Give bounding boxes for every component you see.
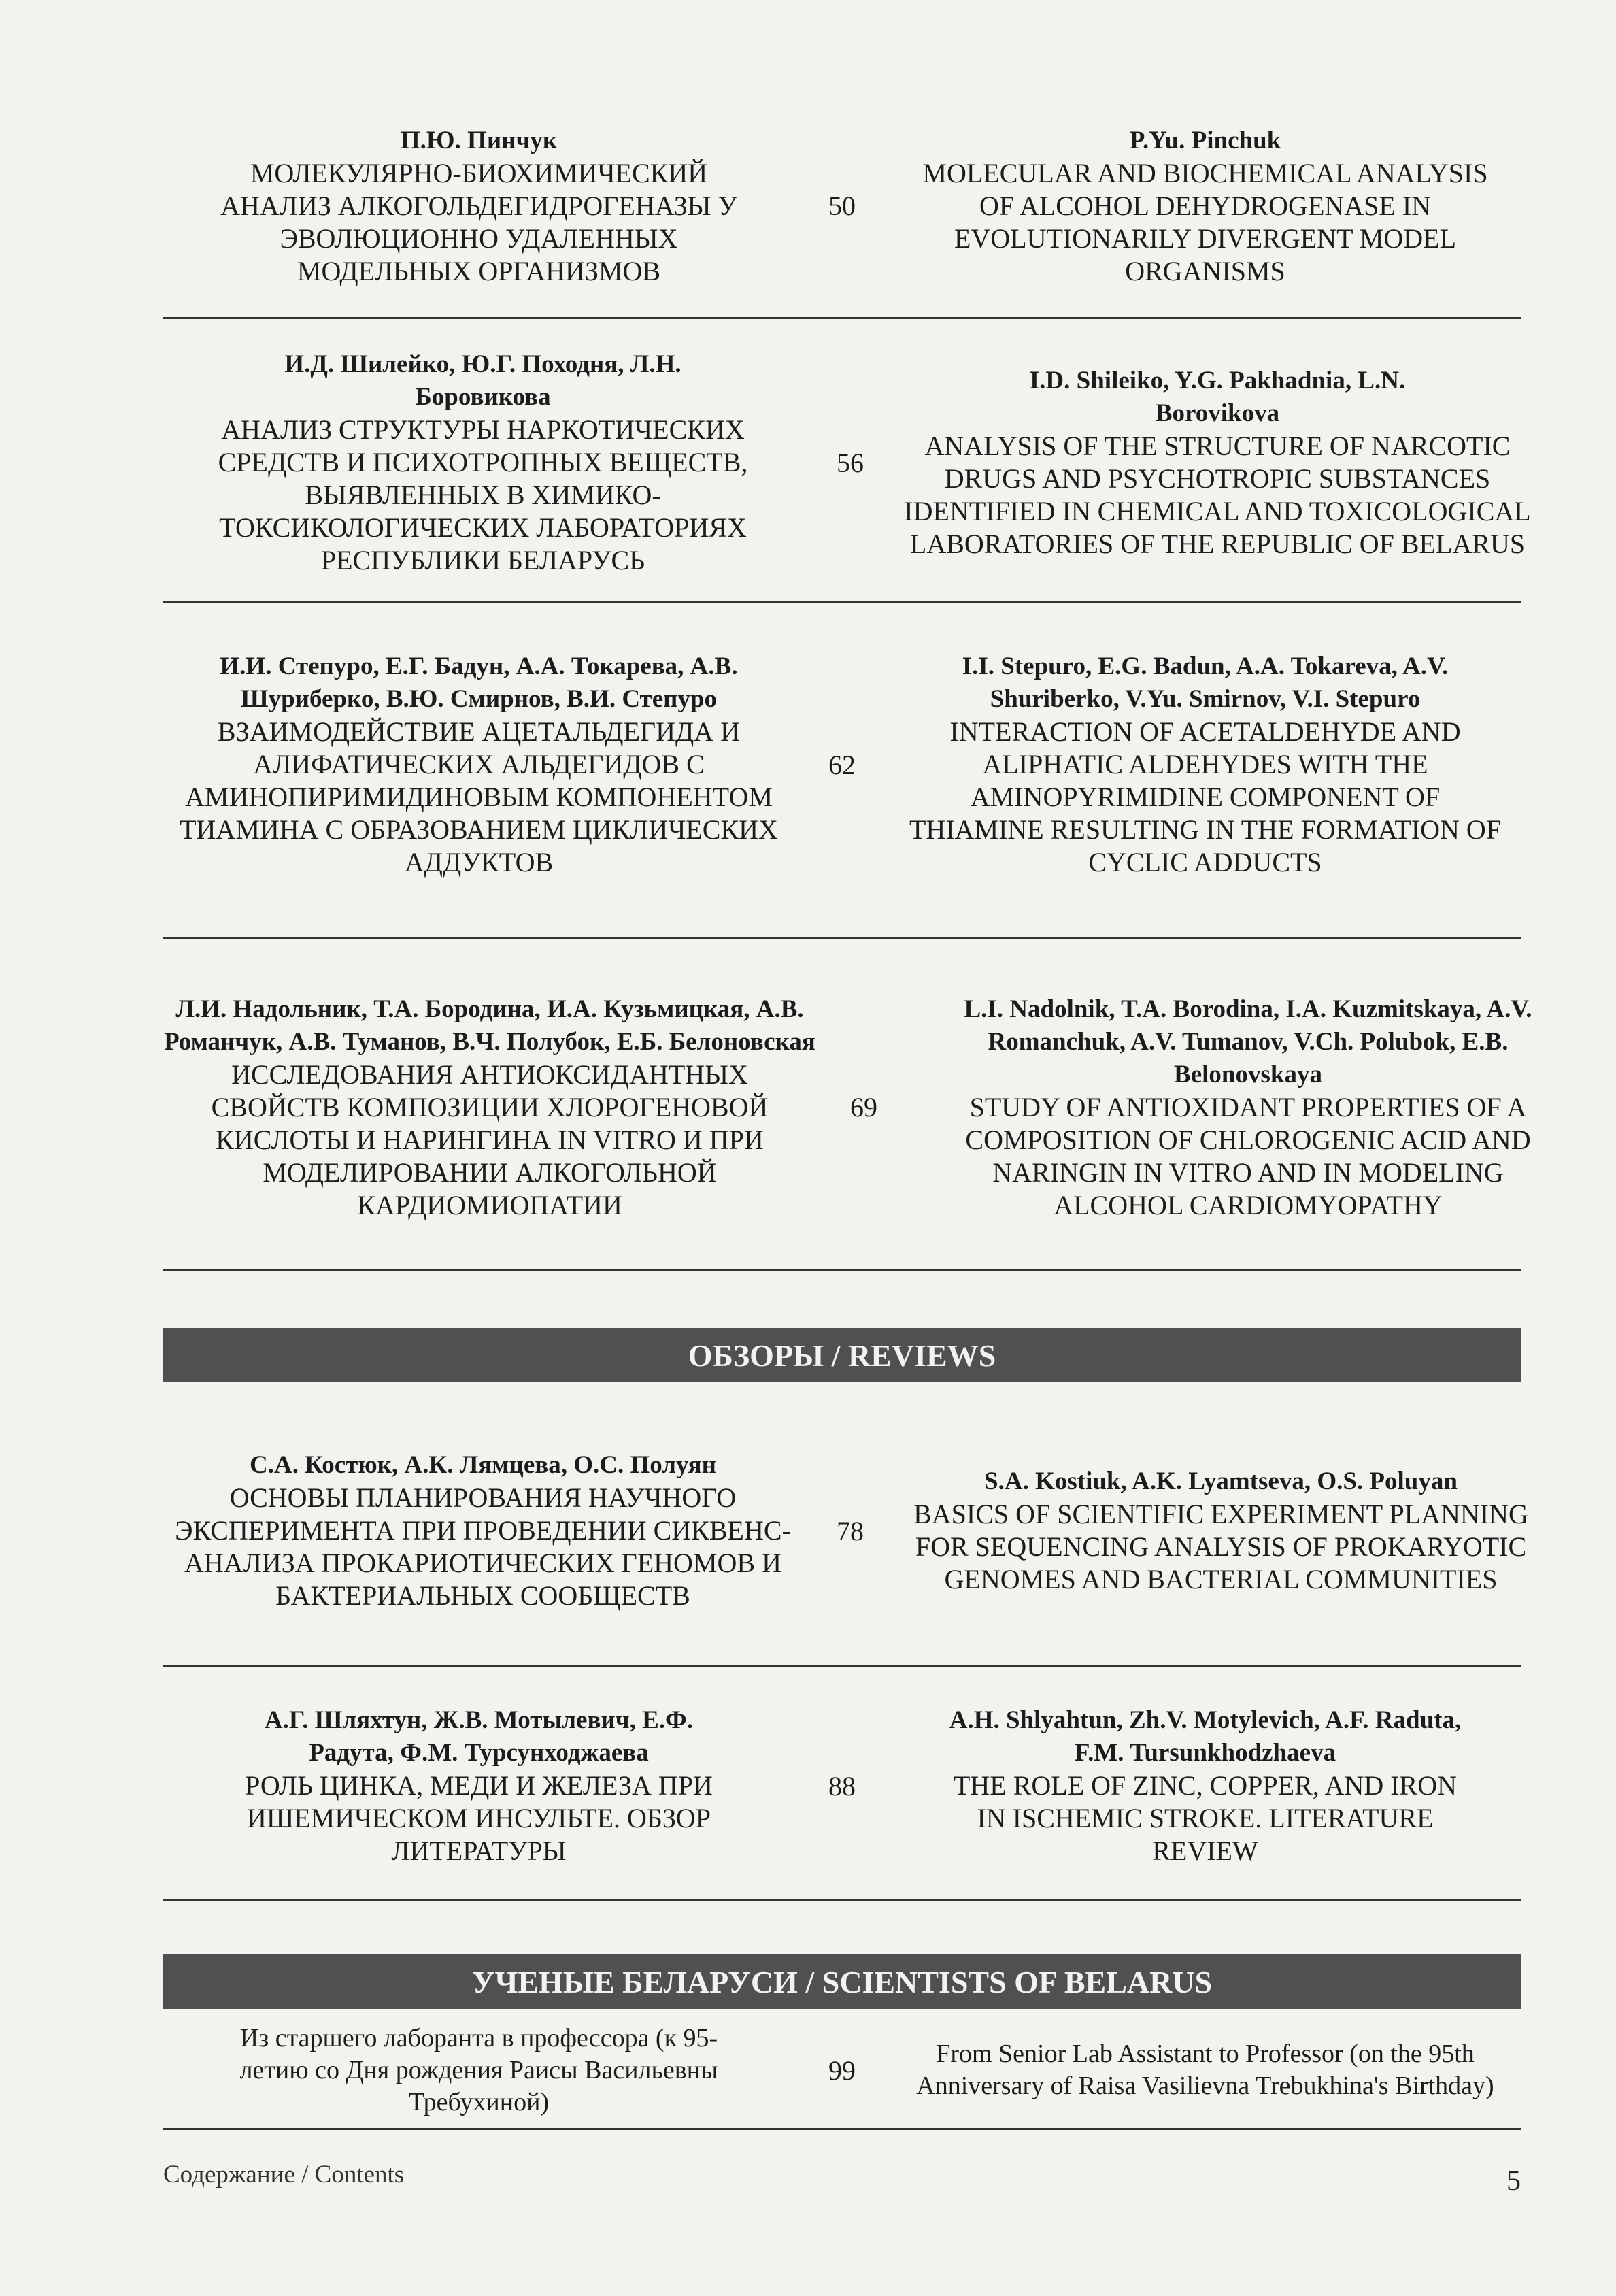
entry-page-number: 99 [828, 2054, 856, 2086]
section-header-scientists: УЧЕНЫЕ БЕЛАРУСИ / SCIENTISTS OF BELARUS [163, 1954, 1521, 2009]
entry-en-authors: A.H. Shlyahtun, Zh.V. Motylevich, A.F. Raduta, F.M. Tursunkhodzhaeva [949, 1706, 1462, 1767]
entry-en-authors: I.D. Shileiko, Y.G. Pakhadnia, L.N. Borovikova [1029, 367, 1406, 427]
toc-entry-kostiuk[interactable] [163, 1422, 1528, 1640]
entry-en [883, 2038, 1521, 2102]
entry-en-title: BASICS OF SCIENTIFIC EXPERIMENT PLANNING FOR SEQUENCING ANALYSIS OF PROKARYOTIC GENOMES AND BACTERIAL COMMUNITIES [913, 1499, 1528, 1595]
entry-page-number: 50 [828, 190, 856, 221]
divider [163, 601, 1521, 603]
footer-section-label: Содержание / Contents [163, 2161, 405, 2189]
toc-entry-stepuro[interactable] [163, 615, 1521, 914]
entry-ru [163, 1704, 801, 1867]
divider [163, 1665, 1521, 1667]
toc-entry-nadolnik[interactable] [163, 952, 1532, 1262]
entry-en-authors: S.A. Kostiuk, A.K. Lyamtseva, O.S. Poluyan [984, 1467, 1458, 1495]
entry-ru [163, 348, 809, 577]
entry-ru-authors: П.Ю. Пинчук [400, 126, 558, 154]
entry-page-number: 62 [828, 749, 856, 780]
divider [163, 317, 1521, 319]
entry-en-authors: I.I. Stepuro, E.G. Badun, A.A. Tokareva, A.V. Shuriberko, V.Yu. Smirnov, V.I. Stepuro [962, 652, 1449, 713]
entry-page-number: 56 [837, 447, 864, 478]
toc-entry-shileiko[interactable] [163, 340, 1531, 585]
entry-page-number: 69 [850, 1092, 877, 1122]
divider [163, 1269, 1521, 1271]
entry-ru-title: Из старшего лаборанта в профессора (к 95-летию со Дня рождения Раисы Васильевны Требухиной) [239, 2023, 718, 2116]
entry-ru-authors: И.И. Степуро, Е.Г. Бадун, А.А. Токарева, А.В. Шуриберко, В.Ю. Смирнов, В.И. Степуро [220, 652, 738, 713]
entry-en [891, 365, 1537, 561]
entry-en-authors: P.Yu. Pinchuk [1129, 126, 1281, 154]
footer-page-number: 5 [1506, 2165, 1521, 2197]
divider [163, 937, 1521, 939]
section-header-reviews: ОБЗОРЫ / REVIEWS [163, 1328, 1521, 1382]
entry-en [883, 124, 1521, 288]
entry-en-title: INTERACTION OF ACETALDEHYDE AND ALIPHATIC ALDEHYDES WITH THE AMINOPYRIMIDINE COMPONENT OF THIAMINE RESULTING IN THE FORMATION OF CYCLIC ADDUCTS [909, 716, 1501, 878]
entry-ru-title: ОСНОВЫ ПЛАНИРОВАНИЯ НАУЧНОГО ЭКСПЕРИМЕНТА ПРИ ПРОВЕДЕНИИ СИКВЕНС-АНАЛИЗА ПРОКАРИОТИЧЕСКИХ ГЕНОМОВ И БАКТЕРИАЛЬНЫХ СООБЩЕСТВ [175, 1482, 791, 1611]
entry-en-title: From Senior Lab Assistant to Professor (on the 95th Anniversary of Raisa Vasilievna Trebukhina's Birthday) [916, 2040, 1494, 2100]
divider [163, 2128, 1521, 2130]
entry-page-number: 88 [828, 1770, 856, 1801]
entry-en-title: MOLECULAR AND BIOCHEMICAL ANALYSIS OF ALCOHOL DEHYDROGENASE IN EVOLUTIONARILY DIVERGENT MODEL ORGANISMS [922, 157, 1488, 286]
entry-ru [163, 1449, 809, 1612]
entry-en [891, 1465, 1544, 1596]
entry-en-title: THE ROLE OF ZINC, COPPER, AND IRON IN ISCHEMIC STROKE. LITERATURE REVIEW [953, 1770, 1458, 1866]
entry-ru-title: МОЛЕКУЛЯРНО-БИОХИМИЧЕСКИЙ АНАЛИЗ АЛКОГОЛЬДЕГИДРОГЕНАЗЫ У ЭВОЛЮЦИОННО УДАЛЕННЫХ МОДЕЛЬНЫХ ОРГАНИЗМОВ [220, 157, 737, 286]
entry-en [905, 993, 1585, 1222]
entry-page-number: 78 [837, 1515, 864, 1546]
entry-en-title: STUDY OF ANTIOXIDANT PROPERTIES OF A COMPOSITION OF CHLOROGENIC ACID AND NARINGIN IN VITRO AND IN MODELING ALCOHOL CARDIOMYOPATHY [965, 1091, 1531, 1220]
entry-ru [163, 2023, 801, 2118]
toc-entry-trebukhina[interactable] [163, 2019, 1521, 2121]
toc-entry-shlyahtun[interactable] [163, 1687, 1521, 1884]
entry-ru [163, 650, 801, 879]
entry-ru-title: АНАЛИЗ СТРУКТУРЫ НАРКОТИЧЕСКИХ СРЕДСТВ И ПСИХОТРОПНЫХ ВЕЩЕСТВ, ВЫЯВЛЕННЫХ В ХИМИКО-ТОКСИКОЛОГИЧЕСКИХ ЛАБОРАТОРИЯХ РЕСПУБЛИКИ БЕЛАРУСЬ [218, 414, 748, 576]
entry-en [883, 1704, 1521, 1867]
entry-ru-title: ИССЛЕДОВАНИЯ АНТИОКСИДАНТНЫХ СВОЙСТВ КОМПОЗИЦИИ ХЛОРОГЕНОВОЙ КИСЛОТЫ И НАРИНГИНА IN VITRO И ПРИ МОДЕЛИРОВАНИИ АЛКОГОЛЬНОЙ КАРДИОМИОПАТИИ [211, 1059, 769, 1220]
entry-en-authors: L.I. Nadolnik, T.A. Borodina, I.A. Kuzmitskaya, A.V. Romanchuk, A.V. Tumanov, V.Ch. Polubok, E.B. Belonovskaya [964, 995, 1532, 1088]
entry-en [883, 650, 1521, 879]
entry-ru [163, 993, 823, 1222]
entry-ru [163, 124, 801, 288]
divider [163, 1899, 1521, 1901]
toc-entry-pinchuk[interactable] [163, 122, 1521, 289]
entry-ru-authors: С.А. Костюк, А.К. Лямцева, О.С. Полуян [250, 1451, 716, 1479]
entry-en-title: ANALYSIS OF THE STRUCTURE OF NARCOTIC DRUGS AND PSYCHOTROPIC SUBSTANCES IDENTIFIED IN CHEMICAL AND TOXICOLOGICAL LABORATORIES OF THE REPUBLIC OF BELARUS [904, 431, 1531, 559]
entry-ru-authors: Л.И. Надольник, Т.А. Бородина, И.А. Кузьмицкая, А.В. Романчук, А.В. Туманов, В.Ч. Полубок, Е.Б. Белоновская [164, 995, 815, 1056]
entry-ru-authors: И.Д. Шилейко, Ю.Г. Походня, Л.Н. Боровикова [284, 350, 681, 411]
entry-ru-authors: А.Г. Шляхтун, Ж.В. Мотылевич, Е.Ф. Радута, Ф.М. Турсунходжаева [264, 1706, 694, 1767]
entry-ru-title: РОЛЬ ЦИНКА, МЕДИ И ЖЕЛЕЗА ПРИ ИШЕМИЧЕСКОМ ИНСУЛЬТЕ. ОБЗОР ЛИТЕРАТУРЫ [245, 1770, 713, 1866]
entry-ru-title: ВЗАИМОДЕЙСТВИЕ АЦЕТАЛЬДЕГИДА И АЛИФАТИЧЕСКИХ АЛЬДЕГИДОВ С АМИНОПИРИМИДИНОВЫМ КОМПОНЕНТОМ ТИАМИНА С ОБРАЗОВАНИЕМ ЦИКЛИЧЕСКИХ АДДУКТОВ [180, 716, 778, 878]
